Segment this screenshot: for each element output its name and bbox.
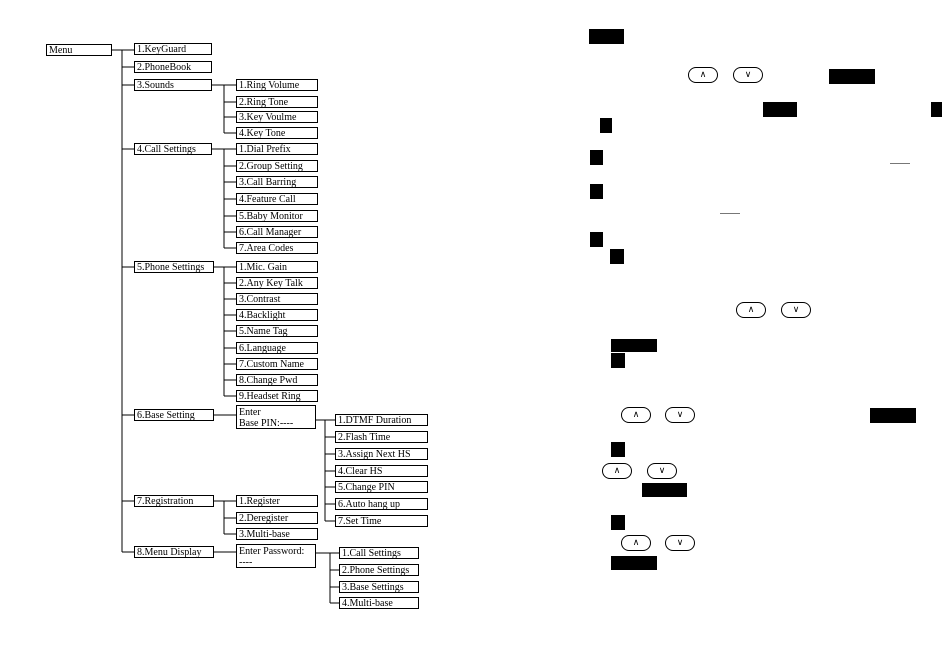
submenu-key-volume: 3.Key Voulme (236, 111, 318, 123)
submenu-register: 1.Register (236, 495, 318, 507)
submenu-key-tone: 4.Key Tone (236, 127, 318, 139)
down-key-icon: ∨ (733, 67, 763, 83)
up-key-icon: ∧ (688, 67, 718, 83)
redacted-block (611, 515, 625, 530)
submenu-clear-hs: 4.Clear HS (335, 465, 428, 477)
redacted-block (611, 556, 657, 570)
down-key-icon: ∨ (647, 463, 677, 479)
display-call-settings: 1.Call Settings (339, 547, 419, 559)
submenu-call-barring: 3.Call Barring (236, 176, 318, 188)
redacted-block (589, 29, 624, 44)
up-key-icon: ∧ (621, 407, 651, 423)
down-key-icon: ∨ (781, 302, 811, 318)
down-key-icon: ∨ (665, 535, 695, 551)
menu-item-keyguard: 1.KeyGuard (134, 43, 212, 55)
dash-mark (890, 163, 910, 164)
submenu-flash-time: 2.Flash Time (335, 431, 428, 443)
redacted-block (610, 249, 624, 264)
base-pin-prompt: Enter Base PIN:---- (236, 405, 316, 429)
redacted-block (590, 232, 603, 247)
menu-item-base-setting: 6.Base Setting (134, 409, 214, 421)
redacted-block (829, 69, 875, 84)
submenu-set-time: 7.Set Time (335, 515, 428, 527)
submenu-change-pin: 5.Change PIN (335, 481, 428, 493)
display-phone-settings: 2.Phone Settings (339, 564, 419, 576)
redacted-block (870, 408, 916, 423)
submenu-dtmf-duration: 1.DTMF Duration (335, 414, 428, 426)
submenu-ring-tone: 2.Ring Tone (236, 96, 318, 108)
redacted-block (931, 102, 942, 117)
submenu-backlight: 4.Backlight (236, 309, 318, 321)
display-base-settings: 3.Base Settings (339, 581, 419, 593)
submenu-contrast: 3.Contrast (236, 293, 318, 305)
password-prompt: Enter Password: ---- (236, 544, 316, 568)
redacted-block (611, 442, 625, 457)
redacted-block (590, 184, 603, 199)
submenu-baby-monitor: 5.Baby Monitor (236, 210, 318, 222)
submenu-ring-volume: 1.Ring Volume (236, 79, 318, 91)
menu-item-menu-display: 8.Menu Display (134, 546, 214, 558)
submenu-custom-name: 7.Custom Name (236, 358, 318, 370)
redacted-block (590, 150, 603, 165)
menu-root: Menu (46, 44, 112, 56)
display-multi-base: 4.Multi-base (339, 597, 419, 609)
submenu-language: 6.Language (236, 342, 318, 354)
submenu-name-tag: 5.Name Tag (236, 325, 318, 337)
menu-item-sounds: 3.Sounds (134, 79, 212, 91)
menu-item-registration: 7.Registration (134, 495, 214, 507)
redacted-block (611, 339, 657, 352)
submenu-call-manager: 6.Call Manager (236, 226, 318, 238)
submenu-mic-gain: 1.Mic. Gain (236, 261, 318, 273)
menu-item-phonebook: 2.PhoneBook (134, 61, 212, 73)
down-key-icon: ∨ (665, 407, 695, 423)
submenu-deregister: 2.Deregister (236, 512, 318, 524)
up-key-icon: ∧ (621, 535, 651, 551)
submenu-area-codes: 7.Area Codes (236, 242, 318, 254)
submenu-feature-call: 4.Feature Call (236, 193, 318, 205)
submenu-any-key-talk: 2.Any Key Talk (236, 277, 318, 289)
submenu-change-pwd: 8.Change Pwd (236, 374, 318, 386)
menu-item-phone-settings: 5.Phone Settings (134, 261, 214, 273)
menu-item-call-settings: 4.Call Settings (134, 143, 212, 155)
up-key-icon: ∧ (602, 463, 632, 479)
submenu-dial-prefix: 1.Dial Prefix (236, 143, 318, 155)
submenu-multi-base: 3.Multi-base (236, 528, 318, 540)
redacted-block (600, 118, 612, 133)
redacted-block (642, 483, 687, 497)
submenu-assign-next-hs: 3.Assign Next HS (335, 448, 428, 460)
submenu-auto-hang-up: 6.Auto hang up (335, 498, 428, 510)
up-key-icon: ∧ (736, 302, 766, 318)
redacted-block (611, 353, 625, 368)
submenu-group-setting: 2.Group Setting (236, 160, 318, 172)
redacted-block (763, 102, 797, 117)
submenu-headset-ring: 9.Headset Ring (236, 390, 318, 402)
dash-mark (720, 213, 740, 214)
